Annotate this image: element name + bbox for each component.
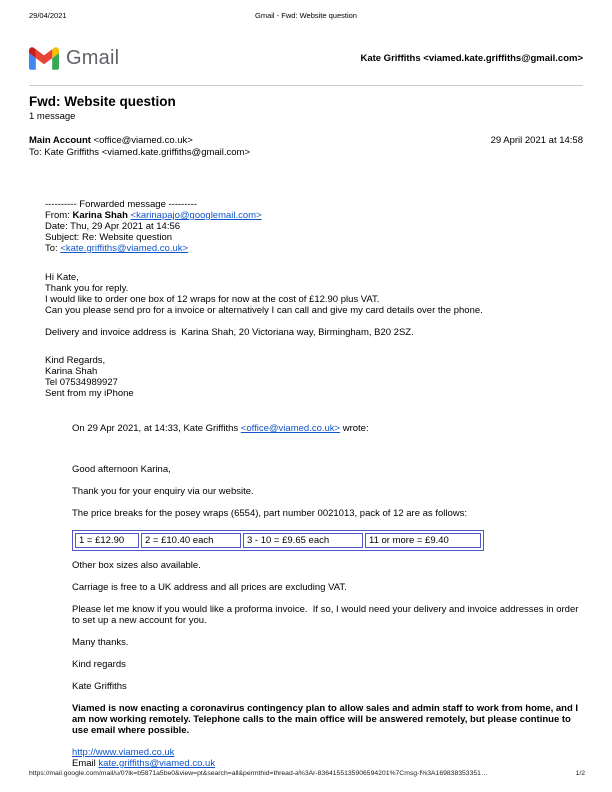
email-label: Email xyxy=(72,758,99,769)
quoted-paragraph: The price breaks for the posey wraps (6554), part number 0021013, pack of 12 are as follows: xyxy=(72,508,467,519)
signature-line: Tel 07534989927 xyxy=(45,377,118,388)
footer-url: https://mail.google.com/mail/u/0?ik=b5871a5be0&view=pt&search=all&permthid=thread-a%3Ar-8364155135906594201%7Cmsg-f%3A169838353351… xyxy=(29,770,488,777)
forwarded-date-line: Date: Thu, 29 Apr 2021 at 14:56 xyxy=(45,221,181,232)
website-line xyxy=(72,747,579,758)
body-line: Can you please send pro for a invoice or alternatively I can call and give my card details over the phone. xyxy=(45,305,483,316)
quoted-paragraph: Many thanks. xyxy=(72,637,129,648)
signature-line: Kind Regards, xyxy=(45,355,106,366)
price-breaks-table xyxy=(72,530,484,551)
forwarded-divider: ---------- Forwarded message --------- xyxy=(45,199,197,210)
print-date: 29/04/2021 xyxy=(29,11,67,20)
body-line: Thank you for reply. xyxy=(45,283,129,294)
quote-attribution xyxy=(72,423,583,434)
email-body xyxy=(45,199,583,769)
print-title: Gmail - Fwd: Website question xyxy=(255,11,357,20)
price-cell: 3 - 10 = £9.65 each xyxy=(243,533,363,548)
website-link[interactable]: http://www.viamed.co.uk xyxy=(72,747,175,758)
gmail-header xyxy=(29,46,583,70)
body-line: Hi Kate, xyxy=(45,272,79,283)
forwarded-from-line xyxy=(45,210,583,221)
coronavirus-notice: Viamed is now enacting a coronavirus contingency plan to allow sales and admin staff to work from home, and I am now working remotely. Telephone calls to the main office will be answered remotely, but please continue to use email where possible. xyxy=(72,703,581,736)
quote-attr-suffix: wrote: xyxy=(340,423,369,434)
gmail-wordmark: Gmail xyxy=(66,46,120,69)
blank-line xyxy=(45,338,583,355)
delivery-address-line: Delivery and invoice address is Karina Shah, 20 Victoriana way, Birmingham, B20 2SZ. xyxy=(45,327,414,338)
price-cell: 11 or more = £9.40 xyxy=(365,533,481,548)
sender-email: <office@viamed.co.uk> xyxy=(90,135,193,146)
quoted-sender-email-link[interactable]: <office@viamed.co.uk> xyxy=(240,423,341,434)
forwarded-subject-line: Subject: Re: Website question xyxy=(45,232,173,243)
forwarded-sender-email-link[interactable]: <karinapajo@googlemail.com> xyxy=(130,210,262,221)
account-identity: Kate Griffiths <viamed.kate.griffiths@gmail.com> xyxy=(360,52,583,64)
quote-attr-prefix: On 29 Apr 2021, at 14:33, Kate Griffiths xyxy=(72,423,241,434)
quoted-paragraph: Kate Griffiths xyxy=(72,681,127,692)
message-count: 1 message xyxy=(29,111,76,122)
price-cell: 1 = £12.90 xyxy=(75,533,139,548)
signature-line: Karina Shah xyxy=(45,366,98,377)
gmail-m-envelope-icon xyxy=(29,47,59,70)
sender-name: Main Account xyxy=(29,135,91,146)
reply-message-text xyxy=(45,272,583,399)
body-line: I would like to order one box of 12 wraps for now at the cost of £12.90 plus VAT. xyxy=(45,294,380,305)
quoted-paragraph: Good afternoon Karina, xyxy=(72,464,171,475)
signature-line: Sent from my iPhone xyxy=(45,388,134,399)
from-line xyxy=(29,135,193,147)
to-line: To: Kate Griffiths <viamed.kate.griffiths@gmail.com> xyxy=(29,147,251,158)
footer-page-number: 1/2 xyxy=(575,770,585,777)
email-line xyxy=(72,758,579,769)
quoted-paragraph: Kind regards xyxy=(72,659,126,670)
quoted-paragraph: Other box sizes also available. xyxy=(72,560,201,571)
forwarded-to-line xyxy=(45,243,583,254)
print-footer xyxy=(29,769,585,778)
message-meta-row xyxy=(29,135,583,147)
forwarded-message-header xyxy=(45,199,583,254)
signature-links xyxy=(72,747,583,769)
print-header xyxy=(29,11,583,20)
forwarded-to-email-link[interactable]: <kate.griffiths@viamed.co.uk> xyxy=(60,243,189,254)
message-date: 29 April 2021 at 14:58 xyxy=(490,135,583,146)
forwarded-sender-name: Karina Shah xyxy=(72,210,128,221)
email-address-link[interactable]: kate.griffiths@viamed.co.uk xyxy=(98,758,216,769)
price-cell: 2 = £10.40 each xyxy=(141,533,241,548)
from-label: From: xyxy=(45,210,73,221)
quoted-original-message xyxy=(72,464,583,769)
gmail-logo xyxy=(29,47,119,70)
quoted-paragraph: Thank you for your enquiry via our website. xyxy=(72,486,254,497)
quoted-paragraph: Please let me know if you would like a proforma invoice. If so, I would need your delivery and invoice addresses in order to set up a new account for you. xyxy=(72,604,582,626)
blank-line xyxy=(45,316,583,327)
quoted-paragraph: Carriage is free to a UK address and all prices are excluding VAT. xyxy=(72,582,347,593)
to-label: To: xyxy=(45,243,61,254)
header-divider xyxy=(29,85,583,86)
table-row xyxy=(75,533,481,548)
thread-subject: Fwd: Website question xyxy=(29,94,176,109)
